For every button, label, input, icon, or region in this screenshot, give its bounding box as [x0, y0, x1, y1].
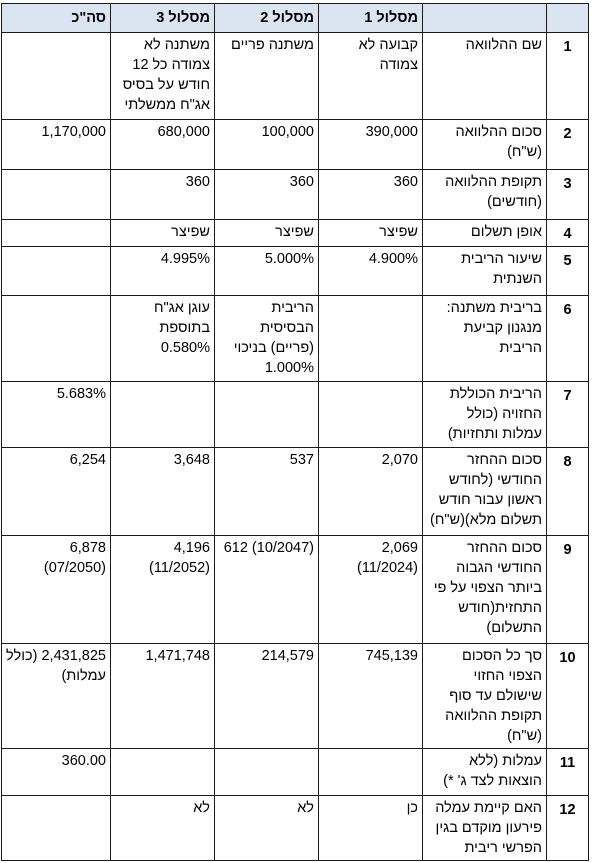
track1-cell: [319, 296, 423, 382]
row-label: תקופת ההלוואה (חודשים): [423, 170, 547, 220]
row-label: עמלות (ללא הוצאות לצד ג' *): [423, 749, 547, 796]
track1-cell: 360: [319, 170, 423, 220]
track2-cell: 537: [215, 448, 319, 536]
total-cell: 360.00: [2, 749, 111, 796]
total-cell: 6,254: [2, 448, 111, 536]
track2-cell: [215, 749, 319, 796]
row-number: 3: [547, 170, 589, 220]
track1-cell: שפיצר: [319, 220, 423, 247]
track3-cell: 4.995%: [111, 247, 215, 296]
mortgage-comparison-table: [1, 3, 589, 861]
row-label: סכום ההחזר החודשי הגבוה ביותר הצפוי על פי התחזית(חודש התשלום): [423, 536, 547, 644]
total-cell: 1,170,000: [2, 120, 111, 170]
row-label: סך כל הסכום הצפוי החזוי שישולם עד סוף תקופת ההלוואה (ש"ח): [423, 644, 547, 749]
track1-cell: 390,000: [319, 120, 423, 170]
track3-cell: 4,196 (11/2052): [111, 536, 215, 644]
row-number: 2: [547, 120, 589, 170]
header-track1: מסלול 1: [319, 4, 423, 33]
track1-cell: כן: [319, 796, 423, 861]
track2-cell: משתנה פריים: [215, 33, 319, 120]
track2-cell: [215, 382, 319, 448]
track1-cell: קבועה לא צמודה: [319, 33, 423, 120]
header-label: [423, 4, 547, 33]
track2-cell: שפיצר: [215, 220, 319, 247]
total-cell: [2, 170, 111, 220]
track1-cell: 745,139: [319, 644, 423, 749]
track1-cell: 4.900%: [319, 247, 423, 296]
header-track2: מסלול 2: [215, 4, 319, 33]
track2-cell: 5.000%: [215, 247, 319, 296]
header-num: [547, 4, 589, 33]
row-number: 11: [547, 749, 589, 796]
header-track3: מסלול 3: [111, 4, 215, 33]
table-row: [2, 644, 589, 749]
table-row: [2, 448, 589, 536]
track2-cell: 100,000: [215, 120, 319, 170]
track2-cell: הריבית הבסיסית (פריים) בניכוי 1.000%: [215, 296, 319, 382]
row-label: הריבית הכוללת החזויה (כולל עמלות ותחזיות): [423, 382, 547, 448]
track1-cell: 2,069 (11/2024): [319, 536, 423, 644]
total-cell: 6,878 (07/2050): [2, 536, 111, 644]
track3-cell: [111, 749, 215, 796]
row-label: שיעור הריבית השנתית: [423, 247, 547, 296]
row-label: אופן תשלום: [423, 220, 547, 247]
track2-cell: 214,579: [215, 644, 319, 749]
row-number: 4: [547, 220, 589, 247]
table-row: [2, 220, 589, 247]
table-row: [2, 382, 589, 448]
row-number: 1: [547, 33, 589, 120]
table-row: [2, 33, 589, 120]
header-total: סה"כ: [2, 4, 111, 33]
total-cell: 5.683%: [2, 382, 111, 448]
total-cell: [2, 247, 111, 296]
track1-cell: [319, 382, 423, 448]
table-row: [2, 796, 589, 861]
row-number: 6: [547, 296, 589, 382]
track2-cell: לא: [215, 796, 319, 861]
track3-cell: 3,648: [111, 448, 215, 536]
total-cell: [2, 33, 111, 120]
row-number: 9: [547, 536, 589, 644]
track3-cell: 360: [111, 170, 215, 220]
table-row: [2, 296, 589, 382]
row-number: 10: [547, 644, 589, 749]
track3-cell: לא: [111, 796, 215, 861]
track1-cell: 2,070: [319, 448, 423, 536]
track3-cell: 680,000: [111, 120, 215, 170]
track3-cell: שפיצר: [111, 220, 215, 247]
table-row: [2, 749, 589, 796]
row-number: 7: [547, 382, 589, 448]
table-row: [2, 536, 589, 644]
track3-cell: משתנה לא צמודה כל 12 חודש על בסיס אג"ח ממשלתי: [111, 33, 215, 120]
row-label: סכום ההלוואה (ש"ח): [423, 120, 547, 170]
row-label: בריבית משתנה: מנגנון קביעת הריבית: [423, 296, 547, 382]
row-number: 8: [547, 448, 589, 536]
table-row: [2, 120, 589, 170]
track2-cell: 612 (10/2047): [215, 536, 319, 644]
table-row: [2, 170, 589, 220]
track3-cell: עוגן אג"ח בתוספת 0.580%: [111, 296, 215, 382]
track3-cell: [111, 382, 215, 448]
track3-cell: 1,471,748: [111, 644, 215, 749]
track1-cell: [319, 749, 423, 796]
row-label: שם ההלוואה: [423, 33, 547, 120]
total-cell: [2, 296, 111, 382]
row-number: 5: [547, 247, 589, 296]
total-cell: [2, 220, 111, 247]
row-number: 12: [547, 796, 589, 861]
total-cell: 2,431,825 (כולל עמלות): [2, 644, 111, 749]
table-row: [2, 247, 589, 296]
row-label: האם קיימת עמלה פירעון מוקדם בגין הפרשי ריבית: [423, 796, 547, 861]
header-row: [2, 4, 589, 33]
total-cell: [2, 796, 111, 861]
track2-cell: 360: [215, 170, 319, 220]
row-label: סכום ההחזר החודשי (לחודש ראשון עבור חודש תשלום מלא)(ש"ח): [423, 448, 547, 536]
